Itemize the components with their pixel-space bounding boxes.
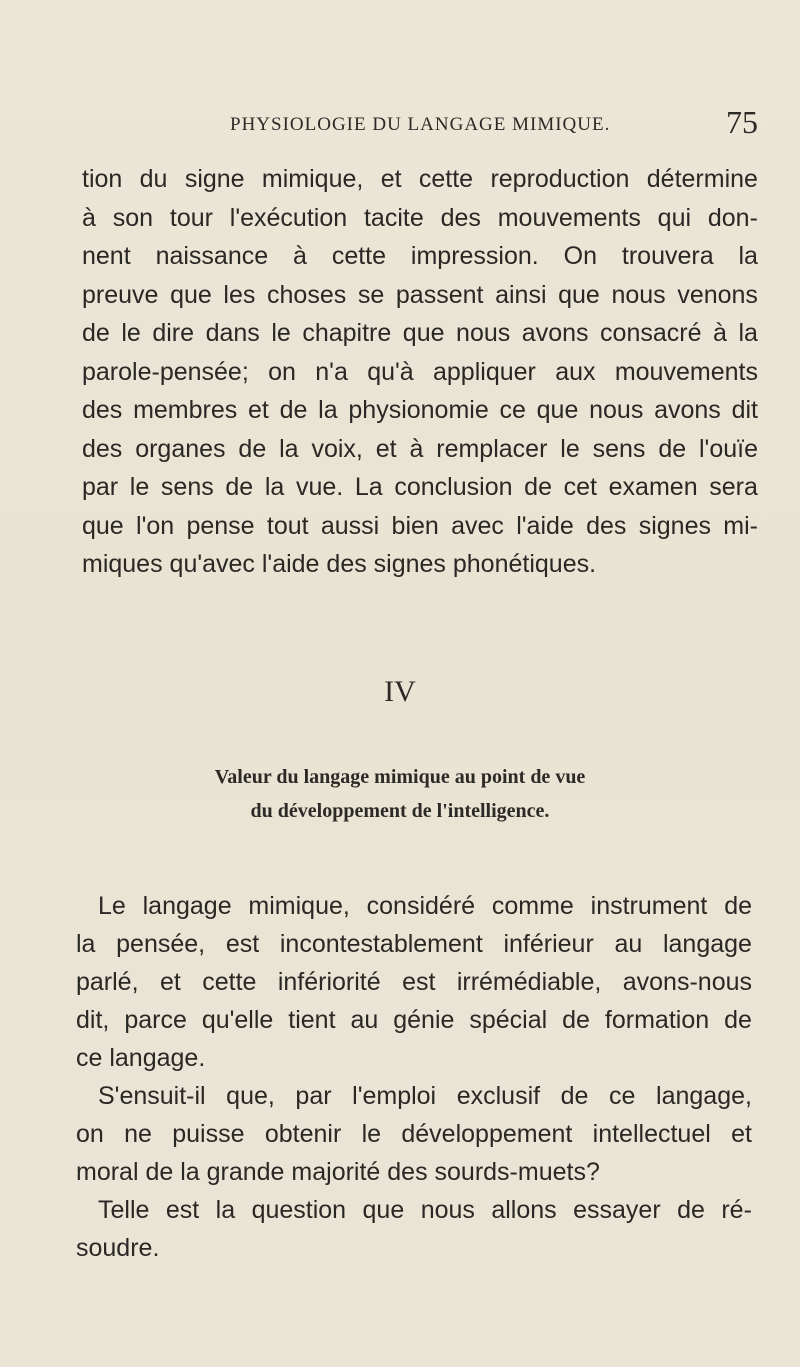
text-line: on ne puisse obtenir le développement intellectuel et (76, 1120, 752, 1148)
text-line: ce langage. (76, 1044, 206, 1072)
text-line: que l'on pense tout aussi bien avec l'aide des signes mi- (82, 511, 758, 540)
text-line: nent naissance à cette impression. On trouvera la (82, 242, 758, 270)
text-line: S'ensuit-il que, par l'emploi exclusif de ce langage, (98, 1082, 752, 1110)
text-line: de le dire dans le chapitre que nous avons consacré à la (82, 319, 758, 347)
text-line: parlé, et cette infériorité est irrémédiable, avons-nous (76, 968, 752, 996)
text-line: tion du signe mimique, et cette reproduction détermine (82, 165, 758, 193)
page-number: 75 (726, 104, 758, 140)
text-line: par le sens de la vue. La conclusion de cet examen sera (82, 473, 758, 501)
text-line: preuve que les choses se passent ainsi que nous venons (82, 280, 758, 309)
text-line: à son tour l'exécution tacite des mouvements qui don- (82, 203, 758, 232)
text-line: la pensée, est incontestablement inférieur au langage (76, 930, 752, 958)
paragraph-2 (76, 887, 752, 1267)
section-title (0, 760, 800, 828)
text-line: moral de la grande majorité des sourds-muets? (76, 1158, 600, 1186)
text-line: Telle est la question que nous allons essayer de ré- (98, 1196, 752, 1224)
section-number: IV (384, 675, 416, 708)
section-title-line: du développement de l'intelligence. (250, 800, 550, 822)
text-line: des membres et de la physionomie ce que nous avons dit (82, 396, 758, 424)
section-title-line: Valeur du langage mimique au point de vue (214, 766, 586, 788)
paragraph-1 (82, 160, 758, 584)
text-line: miques qu'avec l'aide des signes phonétiques. (82, 550, 597, 578)
text-line: soudre. (76, 1234, 160, 1262)
text-line: des organes de la voix, et à remplacer le sens de l'ouïe (82, 434, 758, 463)
text-line: parole-pensée; on n'a qu'à appliquer aux mouvements (82, 357, 758, 386)
running-head: PHYSIOLOGIE DU LANGAGE MIMIQUE. (230, 114, 611, 135)
text-line: dit, parce qu'elle tient au génie spécial de formation de (76, 1006, 752, 1034)
text-line: Le langage mimique, considéré comme instrument de (98, 892, 752, 920)
